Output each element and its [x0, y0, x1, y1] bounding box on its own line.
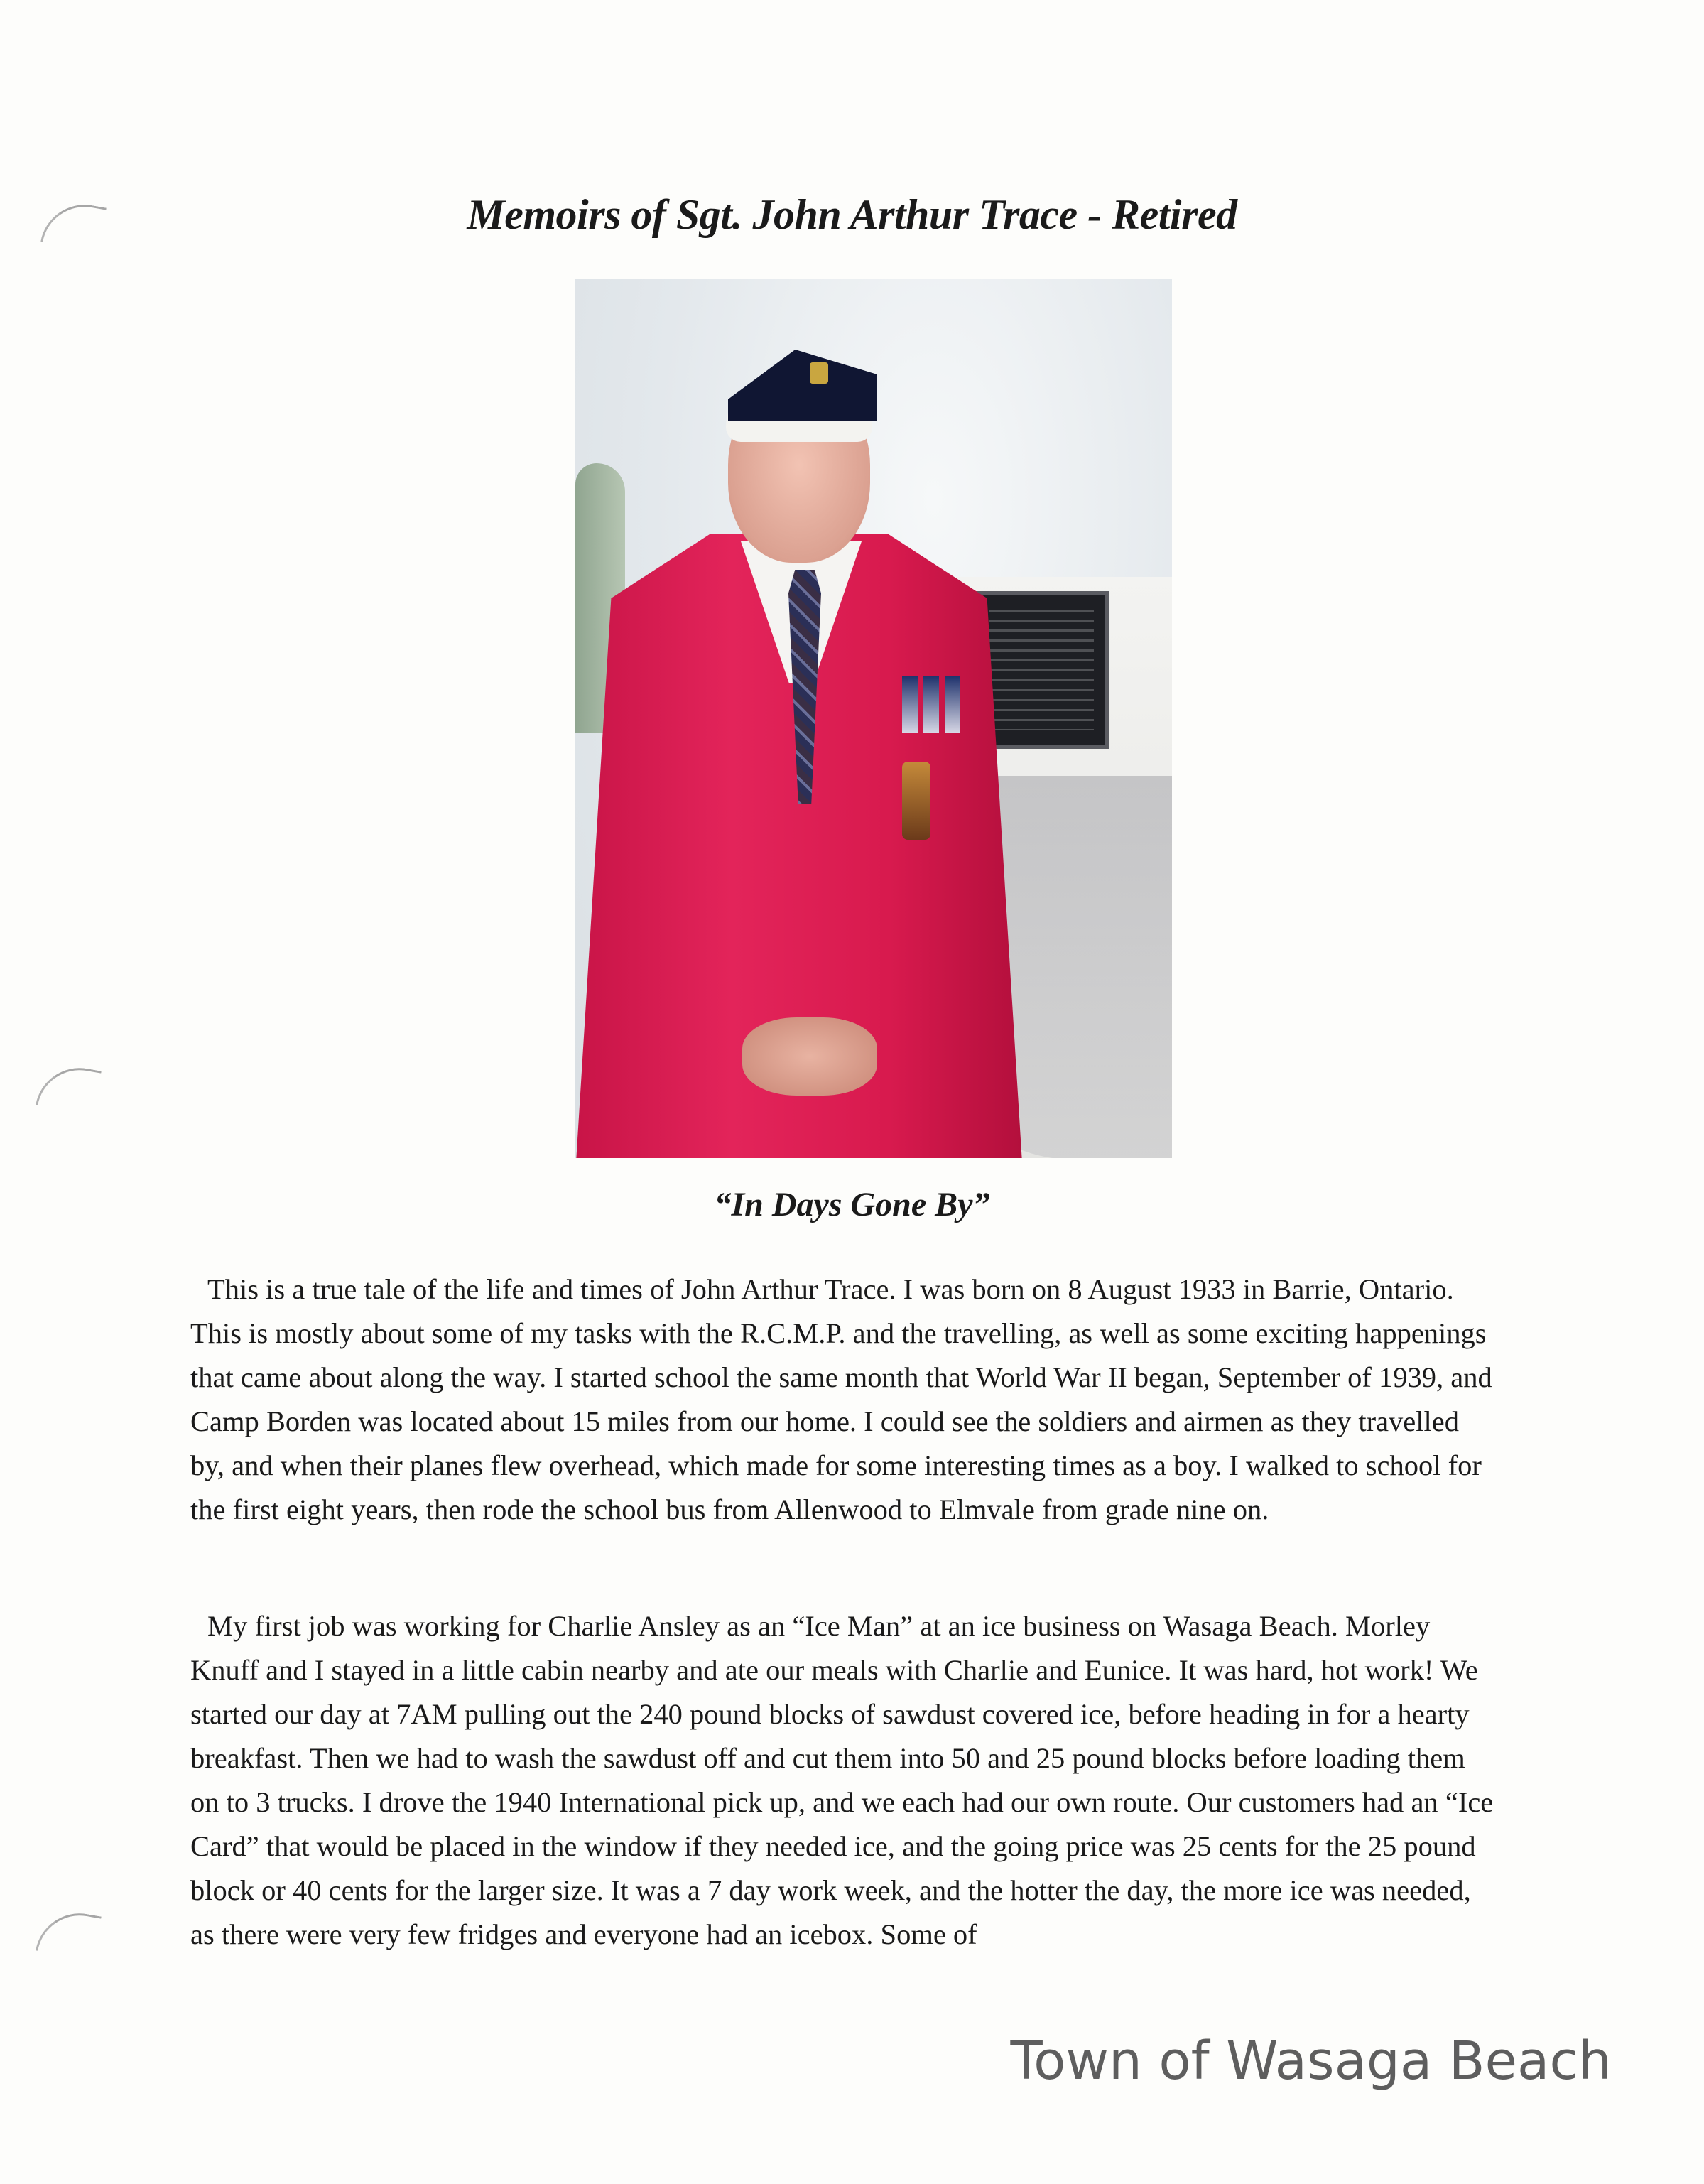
medal [923, 676, 939, 733]
pocket-badge [902, 762, 930, 840]
portrait-photo [575, 279, 1172, 1158]
medal [902, 676, 918, 733]
paragraph-text: This is a true tale of the life and times of John Arthur Trace. I was born on 8 August 1933 in Barrie, Ontario. This is mostly about some of my tasks with the R.C.M.P. and the travelling, as well as some exciting happenings that came about along the way. I started school the same month that World War II began, September of 1939, and Camp Borden was located about 15 miles from our home. I could see the soldiers and airmen as they travelled by, and when their planes flew overhead, which made for some interesting times as a boy. I walked to school for the first eight years, then rode the school bus from Allenwood to Elmvale from grade nine on. [190, 1273, 1492, 1525]
body-paragraph [190, 1267, 1497, 1532]
binder-hole-bottom [36, 1906, 102, 1960]
clasped-hands [742, 1017, 877, 1096]
page-title: Memoirs of Sgt. John Arthur Trace - Retired [467, 191, 1237, 238]
cap-badge [810, 362, 828, 384]
binder-hole-middle [36, 1061, 102, 1115]
paragraph-text: My first job was working for Charlie Ansley as an “Ice Man” at an ice business on Wasaga Beach. Morley Knuff and I stayed in a little cabin nearby and ate our meals with Charlie and Eunice. It was hard, hot work! We started our day at 7AM pulling out the 240 pound blocks of sawdust covered ice, before heading in for a hearty breakfast. Then we had to wash the sawdust off and cut them into 50 and 25 pound blocks before loading them on to 3 trucks. I drove the 1940 International pick up, and we each had our own route. Our customers had an “Ice Card” that would be placed in the window if they needed ice, and the going price was 25 cents for the 25 pound block or 40 cents for the larger size. It was a 7 day work week, and the hotter the day, the more ice was needed, as there were very few fridges and everyone had an icebox. Some of [190, 1610, 1494, 1950]
source-watermark: Town of Wasaga Beach [1010, 2031, 1612, 2092]
body-paragraph [190, 1604, 1497, 1957]
medal [945, 676, 960, 733]
photo-caption: “In Days Gone By” [714, 1186, 990, 1223]
